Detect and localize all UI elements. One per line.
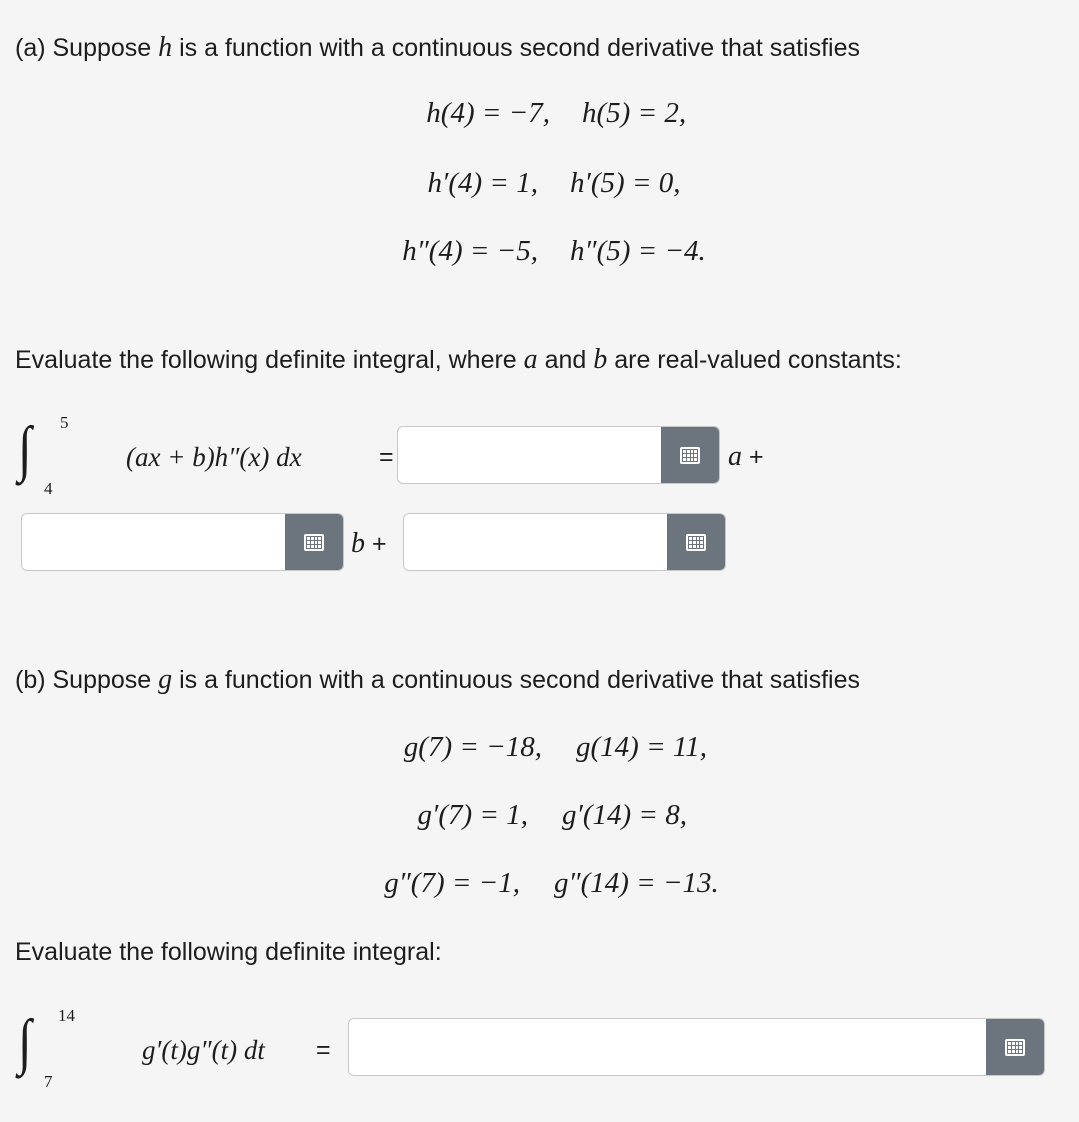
equals-sign: = <box>379 443 394 471</box>
answer-constant <box>403 513 726 571</box>
coef-b-suffix-var: b <box>351 528 365 559</box>
part-a-intro <box>15 33 860 63</box>
coef-a-suffix <box>728 442 764 472</box>
part-a-prompt-and: and <box>537 346 594 374</box>
part-b-prompt: Evaluate the following definite integral: <box>15 938 442 966</box>
part-a-prompt-prefix: Evaluate the following definite integral, where <box>15 346 524 374</box>
condition-left: h′(4) = 1, <box>427 167 538 199</box>
part-a-function-var: h <box>158 32 173 63</box>
answer-constant-input[interactable] <box>404 514 667 570</box>
answer-coef-a-input[interactable] <box>398 427 661 483</box>
integral-sign: ∫ <box>18 415 32 483</box>
condition-right: h(5) = 2, <box>582 97 687 129</box>
condition-left: h″(4) = −5, <box>402 235 538 267</box>
integral-sign: ∫ <box>18 1008 32 1076</box>
constant-a-var: a <box>523 344 538 375</box>
answer-coef-b-input[interactable] <box>22 514 285 570</box>
answer-part-b-matrix-button[interactable] <box>986 1019 1044 1075</box>
condition-left: g′(7) = 1, <box>417 799 528 831</box>
part-b-integral <box>18 1003 348 1093</box>
part-b-condition-row <box>330 866 719 900</box>
part-b-condition-row <box>330 798 687 832</box>
part-b-intro-suffix: is a function with a continuous second derivative that satisfies <box>172 666 861 694</box>
integral-integrand: g′(t)g″(t) dt <box>142 1035 265 1065</box>
part-a-condition-row <box>330 234 706 268</box>
answer-part-b <box>348 1018 1045 1076</box>
equals-sign: = <box>316 1036 331 1064</box>
condition-right: h″(5) = −4. <box>570 235 706 267</box>
answer-constant-matrix-button[interactable] <box>667 514 725 570</box>
grid-icon <box>1005 1039 1025 1056</box>
condition-right: g′(14) = 8, <box>562 799 687 831</box>
part-a-condition-row <box>330 96 686 130</box>
grid-icon <box>680 447 700 464</box>
condition-left: g″(7) = −1, <box>384 867 520 899</box>
condition-left: g(7) = −18, <box>403 731 542 763</box>
coef-b-suffix <box>351 529 387 559</box>
integral-integrand: (ax + b)h″(x) dx <box>126 442 302 472</box>
condition-right: h′(5) = 0, <box>570 167 681 199</box>
answer-coef-a-matrix-button[interactable] <box>661 427 719 483</box>
grid-icon <box>304 534 324 551</box>
answer-coef-a <box>397 426 720 484</box>
condition-left: h(4) = −7, <box>426 97 550 129</box>
integral-lower-limit: 7 <box>44 1072 53 1091</box>
coef-a-suffix-plus: + <box>748 443 764 471</box>
part-a-intro-prefix: (a) Suppose <box>15 34 159 62</box>
part-b-function-var: g <box>158 664 173 695</box>
coef-b-suffix-plus: + <box>371 530 387 558</box>
coef-a-suffix-var: a <box>728 441 742 472</box>
integral-lower-limit: 4 <box>44 479 53 498</box>
constant-b-var: b <box>593 344 608 375</box>
part-a-condition-row <box>330 166 680 200</box>
integral-upper-limit: 14 <box>58 1006 75 1025</box>
part-a-intro-suffix: is a function with a continuous second derivative that satisfies <box>172 34 861 62</box>
answer-coef-b-matrix-button[interactable] <box>285 514 343 570</box>
part-b-intro-prefix: (b) Suppose <box>15 666 159 694</box>
part-a-prompt <box>15 345 902 375</box>
condition-right: g(14) = 11, <box>576 731 707 763</box>
integral-upper-limit: 5 <box>60 413 69 432</box>
answer-coef-b <box>21 513 344 571</box>
answer-part-b-input[interactable] <box>349 1019 986 1075</box>
grid-icon <box>686 534 706 551</box>
part-b-intro <box>15 665 860 695</box>
condition-right: g″(14) = −13. <box>554 867 719 899</box>
part-a-prompt-suffix: are real-valued constants: <box>607 346 902 374</box>
part-b-condition-row <box>330 730 707 764</box>
part-a-integral <box>18 410 398 500</box>
